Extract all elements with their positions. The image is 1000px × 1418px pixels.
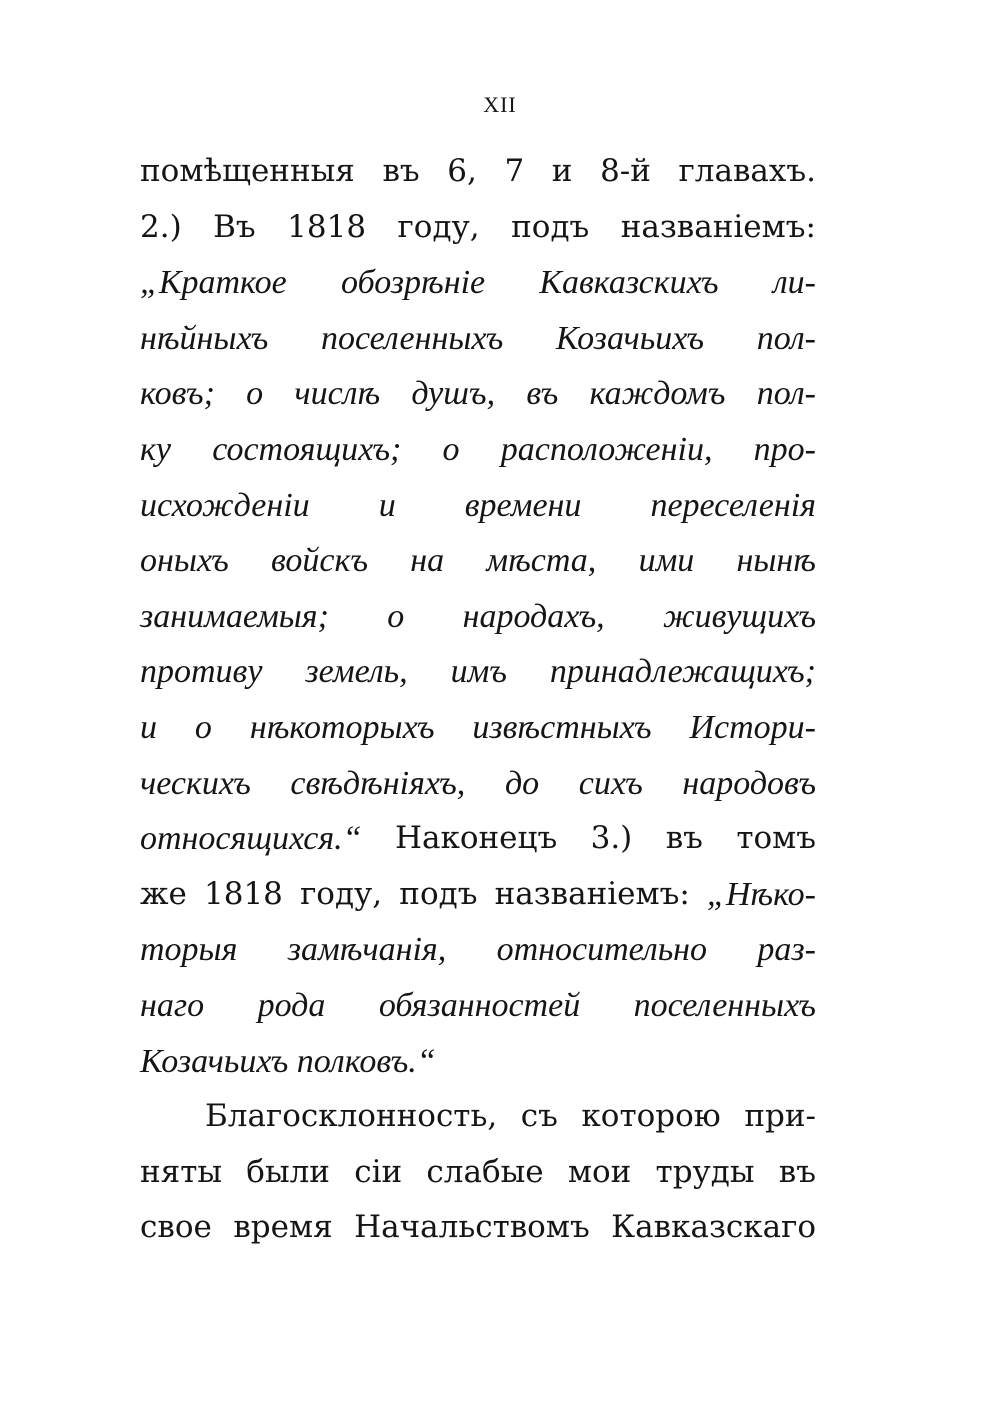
word: были — [246, 1153, 330, 1190]
word: 7 — [504, 153, 525, 189]
text-line — [140, 1145, 816, 1201]
word: расположеніи, — [500, 430, 713, 468]
word: живущихъ — [662, 597, 816, 635]
word: и — [140, 708, 157, 746]
text-line — [140, 1089, 816, 1145]
word: 6, — [447, 153, 477, 189]
word: ковъ; — [140, 375, 215, 413]
word: помѣщенныя — [140, 153, 355, 189]
word: о — [387, 597, 405, 635]
word: Наконецъ — [394, 820, 558, 857]
page-number: XII — [483, 92, 517, 117]
word: 1818 — [287, 208, 367, 245]
word: въ — [382, 153, 420, 189]
word: мѣста, — [486, 542, 597, 580]
word: которою — [581, 1098, 721, 1135]
word: извѣстныхъ — [472, 708, 652, 746]
word: и — [378, 486, 396, 524]
word: исхожденіи — [140, 486, 310, 524]
word: сіи — [354, 1153, 403, 1190]
word: нынѣ — [736, 542, 816, 580]
word: подъ — [399, 875, 478, 912]
word: свѣдѣніяхъ, — [290, 764, 466, 802]
word: имъ — [450, 653, 507, 691]
text-line — [140, 756, 816, 812]
text-line — [140, 311, 816, 367]
word: обязанностей — [378, 986, 581, 1024]
text-line — [140, 867, 816, 923]
text-line — [140, 144, 816, 200]
word: противу — [140, 653, 263, 691]
word: ли- — [772, 264, 816, 302]
word: о — [442, 430, 460, 468]
italic-text: Козачьихъ полковъ.“ — [140, 1042, 436, 1080]
body-text — [140, 144, 816, 1256]
word: въ — [778, 1153, 816, 1190]
text-line — [140, 533, 816, 589]
text-line — [140, 644, 816, 700]
word: няты — [140, 1153, 223, 1190]
word: ку — [140, 430, 171, 468]
word: на — [410, 542, 445, 580]
text-line — [140, 422, 816, 478]
word: ческихъ — [140, 764, 251, 802]
text-line — [140, 589, 816, 645]
word: Въ — [213, 208, 256, 245]
word: торыя — [140, 931, 238, 969]
text-line — [140, 478, 816, 534]
word: времени — [464, 486, 582, 524]
word: Истори- — [689, 708, 816, 746]
text-line — [140, 978, 816, 1034]
word: „Нѣко- — [706, 875, 816, 913]
word: названіемъ: — [494, 875, 690, 912]
word: Кавказскаго — [611, 1209, 816, 1246]
word: 8-й — [600, 153, 651, 189]
word: въ — [665, 820, 703, 857]
word: 1818 — [204, 875, 283, 912]
word: до — [504, 764, 540, 802]
word: свое — [140, 1209, 212, 1246]
word: „Краткое — [140, 264, 287, 302]
word: и — [551, 153, 573, 189]
word: нѣйныхъ — [140, 319, 269, 357]
word: томъ — [736, 820, 816, 857]
word: пол- — [756, 375, 816, 413]
word: пол- — [756, 319, 816, 357]
word: рода — [257, 986, 326, 1024]
word: раз- — [757, 931, 816, 969]
word: о — [246, 375, 264, 413]
word: Кавказскихъ — [539, 264, 719, 302]
word: поселенныхъ — [320, 319, 504, 357]
word: слабые — [426, 1153, 544, 1190]
text-line — [140, 255, 816, 311]
word: обозрѣніе — [341, 264, 486, 302]
text-line — [140, 700, 816, 756]
word: поселенныхъ — [633, 986, 816, 1024]
word: переселенія — [650, 486, 816, 524]
word: народахъ, — [462, 597, 605, 635]
word: Начальствомъ — [354, 1209, 590, 1246]
word: ими — [638, 542, 695, 580]
word: про- — [753, 430, 816, 468]
text-line — [140, 922, 816, 978]
word: относящихся.“ — [140, 820, 362, 858]
word: году, — [397, 208, 480, 245]
word: относительно — [496, 931, 708, 969]
word: съ — [520, 1098, 558, 1135]
text-line — [140, 366, 816, 422]
text-line — [140, 1200, 816, 1256]
word: главахъ. — [678, 153, 816, 189]
text-line — [140, 1034, 816, 1090]
word: войскъ — [271, 542, 368, 580]
word: же — [140, 875, 187, 912]
text-line — [140, 811, 816, 867]
word: принадлежащихъ; — [549, 653, 816, 691]
word: наго — [140, 986, 205, 1024]
word: 2.) — [140, 208, 182, 245]
word: оныхъ — [140, 542, 229, 580]
word: состоящихъ; — [212, 430, 402, 468]
word: Козачьихъ — [555, 319, 705, 357]
word: въ — [526, 375, 559, 413]
word: о — [194, 708, 212, 746]
word: труды — [655, 1153, 755, 1190]
word: народовъ — [682, 764, 816, 802]
text-line — [140, 200, 816, 256]
word: мои — [567, 1153, 632, 1190]
word: названіемъ: — [620, 208, 816, 245]
word: году, — [300, 875, 383, 912]
word: при- — [744, 1098, 816, 1135]
word: земель, — [305, 653, 408, 691]
word: 3.) — [590, 820, 633, 857]
word: время — [233, 1209, 333, 1246]
word: нѣкоторыхъ — [249, 708, 435, 746]
word: занимаемыя; — [140, 597, 329, 635]
word: сихъ — [578, 764, 643, 802]
word: душъ, — [411, 375, 496, 413]
word: подъ — [511, 208, 590, 245]
word: числѣ — [294, 375, 381, 413]
word: замѣчанія, — [287, 931, 447, 969]
word: каждомъ — [589, 375, 726, 413]
word: Благосклонность, — [205, 1098, 498, 1135]
